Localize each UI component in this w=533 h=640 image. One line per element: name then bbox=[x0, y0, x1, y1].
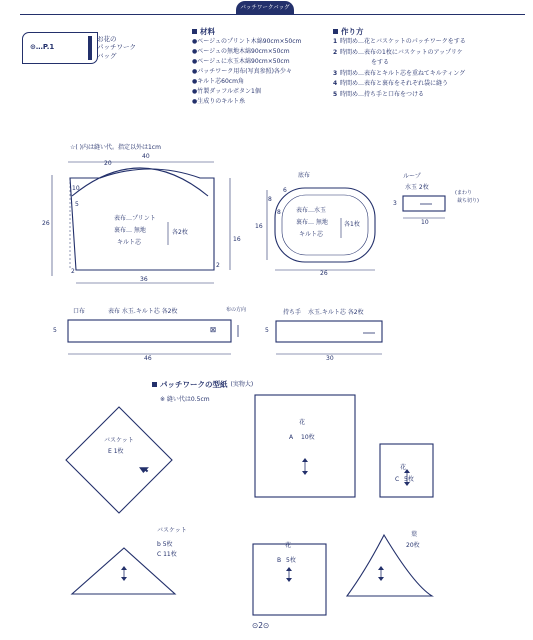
facing-material: 表布 水玉.キルト芯 各2枚 bbox=[108, 308, 178, 315]
facing-dim-46: 46 bbox=[144, 355, 152, 362]
bottom-dim-8b: 8 bbox=[277, 209, 281, 216]
bottom-dim-6: 6 bbox=[283, 187, 287, 194]
flower-b-name: 花 bbox=[285, 542, 292, 549]
bottom-dim-16: 16 bbox=[255, 223, 263, 230]
step-item: 2 時間め…表布の1枚にバスケットのアップリケ bbox=[333, 48, 463, 56]
bottom-title: 底布 bbox=[298, 172, 311, 179]
loop-material: 水玉 2枚 bbox=[405, 184, 429, 191]
bottom-dim-26: 26 bbox=[320, 270, 328, 277]
flower-c-name: 花 bbox=[400, 464, 407, 471]
leaf-count: 20枚 bbox=[406, 542, 420, 549]
facing-outline bbox=[68, 320, 231, 342]
dim-bottom: 36 bbox=[140, 276, 148, 283]
basket-square-code: E 1枚 bbox=[108, 448, 124, 455]
materials-item: ●竹製ダッフルボタン1個 bbox=[192, 88, 261, 95]
flower-c-code: C bbox=[395, 476, 400, 483]
square-bullet-icon bbox=[152, 382, 157, 387]
pattern-heading-row bbox=[152, 380, 253, 389]
dim-5: 5 bbox=[75, 201, 79, 208]
facing-title: 口布 bbox=[73, 308, 86, 315]
step-item: をする bbox=[371, 59, 390, 66]
flower-b-count: 5枚 bbox=[286, 557, 296, 564]
materials-item: ●生成りのキルト糸 bbox=[192, 98, 246, 105]
page-ref: ⊙…P.1 bbox=[30, 43, 55, 51]
bottom-label-quilt: キルト芯 bbox=[299, 231, 323, 238]
header-tab-label: パッチワークバッグ bbox=[240, 4, 290, 11]
pattern-seam-note: ※ 縫い代は0.5cm bbox=[160, 396, 210, 403]
dim-top: 40 bbox=[142, 153, 150, 160]
basket-square-name: バスケット bbox=[104, 437, 134, 444]
basket-tri-name: バスケット bbox=[157, 527, 187, 534]
flower-a-name: 花 bbox=[299, 419, 306, 426]
handle-dim-30: 30 bbox=[326, 355, 334, 362]
handle-title: 持ち手 bbox=[283, 309, 302, 316]
dim-10: 10 bbox=[72, 185, 80, 192]
step-item: 5 時間め…持ち手と口布をつける bbox=[333, 90, 425, 98]
flower-a-pattern bbox=[255, 395, 355, 497]
bag-body-curve bbox=[72, 168, 208, 196]
dim-right: 16 bbox=[233, 236, 241, 243]
flower-b-code: B bbox=[277, 557, 282, 564]
pattern-heading-note: (実物大) bbox=[230, 380, 254, 388]
flower-a-code: A bbox=[289, 434, 294, 441]
materials-item: ●ベージュの無地木綿90cm×50cm bbox=[192, 48, 290, 55]
loop-dim-10: 10 bbox=[421, 219, 429, 226]
button-position-icon: ⊠ bbox=[210, 325, 217, 334]
dim-2b: 2 bbox=[216, 262, 220, 269]
materials-item: ●ベージュのプリント木綿90cm×50cm bbox=[192, 38, 302, 45]
basket-square-pattern bbox=[66, 407, 172, 513]
materials-item: ●キルト芯60cm角 bbox=[192, 78, 244, 85]
item-title: お花の パッチワーク バッグ bbox=[97, 35, 136, 60]
seam-note: ☆( )内は縫い代。指定以外は1cm bbox=[70, 144, 161, 151]
facing-grain-note: 布の方向 bbox=[226, 307, 247, 313]
dim-inner-top: 20 bbox=[104, 160, 112, 167]
page-number: ⊙2⊙ bbox=[252, 621, 270, 630]
bottom-label-outer: 表布…水玉 bbox=[296, 207, 327, 214]
step-item: 4 時間め…表布と裏布をそれぞれ袋に縫う bbox=[333, 80, 449, 87]
basket-tri-line1: b 5枚 bbox=[157, 541, 173, 548]
facing-dim-5: 5 bbox=[53, 327, 57, 334]
handle-outline bbox=[276, 321, 382, 342]
leaf-name: 葉 bbox=[411, 531, 418, 538]
step-item: 3 時間め…表布とキルト芯を重ねてキルティング bbox=[333, 69, 466, 77]
handle-dim-5: 5 bbox=[265, 327, 269, 334]
handle-material: 水玉.キルト芯 各2枚 bbox=[308, 309, 364, 316]
pattern-heading: パッチワークの型紙 bbox=[160, 380, 228, 389]
bag-label-outer: 表布…プリント bbox=[114, 215, 156, 222]
flower-c-count: 5枚 bbox=[404, 476, 414, 483]
dim-side: 26 bbox=[42, 220, 50, 227]
bottom-label-count: 各1枚 bbox=[344, 221, 360, 228]
bag-label-quilt: キルト芯 bbox=[117, 239, 141, 246]
materials-item: ●パッチワーク用布(写真参照)各少々 bbox=[192, 68, 292, 75]
steps-heading: 作り方 bbox=[341, 27, 364, 36]
step-item: 1 時間め…花とバスケットのパッチワークをする bbox=[333, 38, 466, 45]
bottom-dim-8a: 8 bbox=[268, 196, 272, 203]
bag-label-lining: 裏布… 無地 bbox=[114, 227, 146, 234]
dim-2a: 2 bbox=[71, 268, 75, 275]
loop-title: ループ bbox=[403, 173, 421, 180]
loop-outline bbox=[403, 196, 445, 211]
bag-label-count: 各2枚 bbox=[172, 229, 188, 236]
flower-a-count: 10枚 bbox=[301, 434, 315, 441]
loop-note-bottom: 裁ち切り) bbox=[457, 198, 479, 204]
materials-heading: 材料 bbox=[200, 27, 215, 36]
loop-dim-3: 3 bbox=[393, 200, 397, 207]
bottom-label-lining: 裏布… 無地 bbox=[296, 219, 328, 226]
loop-note-top: (まわり bbox=[455, 190, 472, 196]
basket-tri-line2: C 11枚 bbox=[157, 551, 177, 558]
materials-item: ●ベージュに水玉木綿90cm×50cm bbox=[192, 58, 290, 65]
